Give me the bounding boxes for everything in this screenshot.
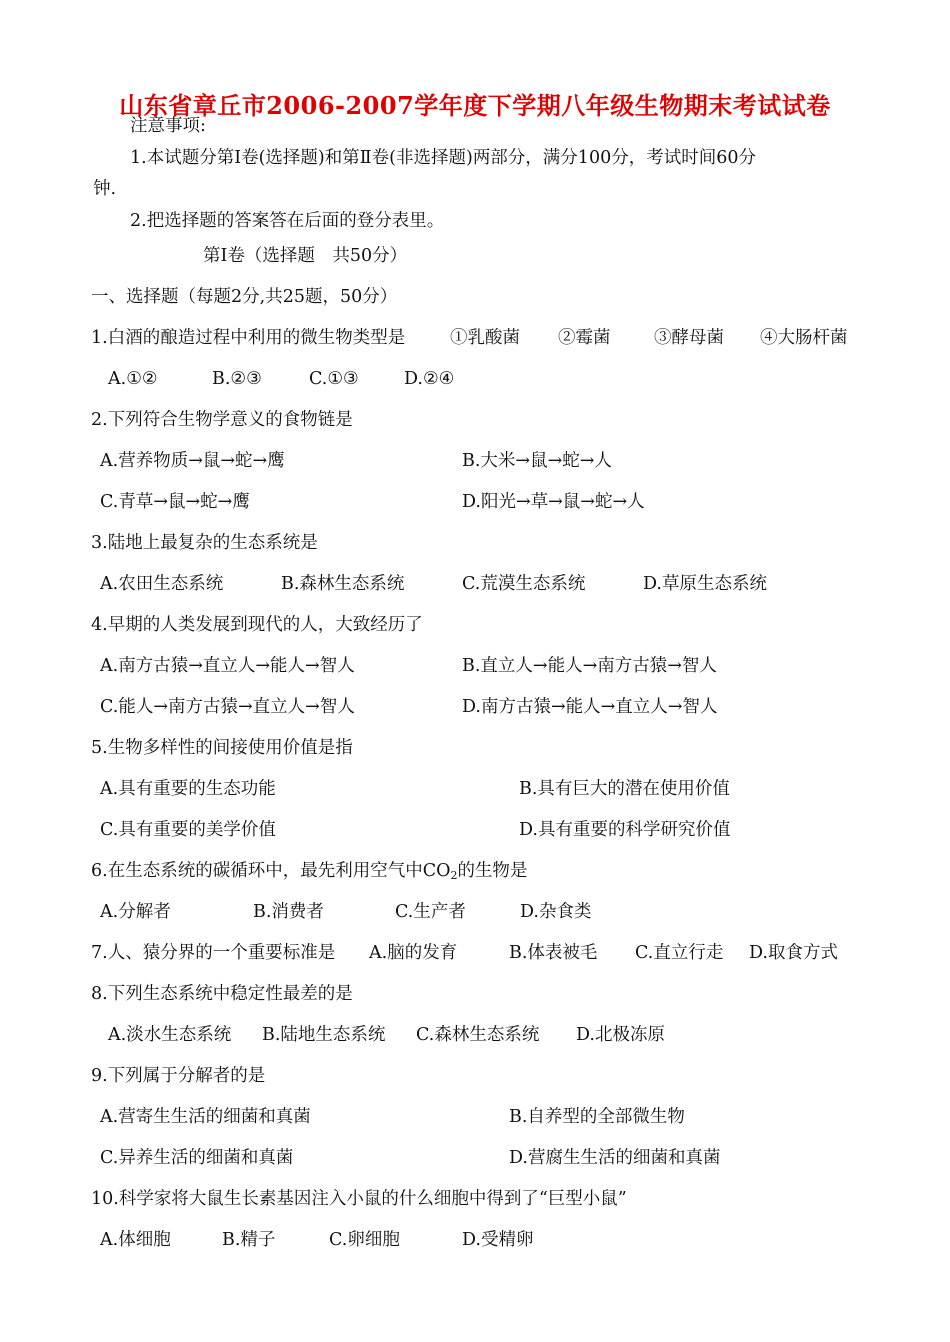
question-7-option-b: B.体表被毛	[509, 943, 598, 963]
question-2-stem: 2.下列符合生物学意义的食物链是	[91, 410, 353, 430]
question-6-stem-subscript: 2	[450, 869, 458, 882]
question-3-option-b: B.森林生态系统	[281, 574, 405, 594]
question-9-option-a: A.营寄生生活的细菌和真菌	[100, 1107, 311, 1127]
question-6-option-c: C.生产者	[395, 902, 466, 922]
question-9-option-d: D.营腐生生活的细菌和真菌	[509, 1148, 721, 1168]
question-5-option-d: D.具有重要的科学研究价值	[519, 820, 731, 840]
question-1-item-3: ③酵母菌	[654, 328, 724, 348]
question-7-option-a: A.脑的发育	[369, 943, 458, 963]
notice-item-2: 2.把选择题的答案答在后面的登分表里。	[130, 211, 445, 231]
question-1-option-b: B.②③	[212, 369, 262, 389]
question-8-option-b: B.陆地生态系统	[262, 1025, 386, 1045]
question-10-stem: 10.科学家将大鼠生长素基因注入小鼠的什么细胞中得到了“巨型小鼠”	[91, 1189, 627, 1209]
question-4-option-c: C.能人→南方古猿→直立人→智人	[100, 697, 355, 717]
part1-heading: 第Ⅰ卷（选择题 共50分）	[203, 246, 408, 266]
question-3-stem: 3.陆地上最复杂的生态系统是	[91, 533, 318, 553]
question-1-item-2: ②霉菌	[558, 328, 611, 348]
question-3-option-d: D.草原生态系统	[643, 574, 767, 594]
question-5-stem: 5.生物多样性的间接使用价值是指	[91, 738, 353, 758]
question-6-stem	[91, 859, 527, 888]
question-1-option-a: A.①②	[108, 369, 158, 389]
question-10-option-b: B.精子	[222, 1230, 276, 1250]
question-8-option-a: A.淡水生态系统	[108, 1025, 232, 1045]
notice-item-1-cont: 钟.	[93, 179, 117, 199]
question-2-option-a: A.营养物质→鼠→蛇→鹰	[100, 451, 285, 471]
question-1-stem: 1.白酒的酿造过程中利用的微生物类型是	[91, 328, 406, 348]
question-4-option-a: A.南方古猿→直立人→能人→智人	[100, 656, 355, 676]
question-6-stem-text: 6.在生态系统的碳循环中，最先利用空气中CO	[91, 861, 451, 881]
question-1-item-1: ①乳酸菌	[450, 328, 520, 348]
question-5-option-c: C.具有重要的美学价值	[100, 820, 276, 840]
exam-title: 山东省章丘市2006-2007学年度下学期八年级生物期末考试试卷	[119, 91, 831, 120]
question-10-option-d: D.受精卵	[462, 1230, 534, 1250]
question-2-option-c: C.青草→鼠→蛇→鹰	[100, 492, 250, 512]
question-9-option-c: C.异养生活的细菌和真菌	[100, 1148, 294, 1168]
question-7-option-c: C.直立行走	[635, 943, 724, 963]
question-1-item-4: ④大肠杆菌	[760, 328, 848, 348]
question-9-stem: 9.下列属于分解者的是	[91, 1066, 266, 1086]
question-7-option-d: D.取食方式	[749, 943, 838, 963]
notice-heading: 注意事项:	[130, 116, 206, 136]
question-8-option-d: D.北极冻原	[576, 1025, 665, 1045]
question-9-option-b: B.自养型的全部微生物	[509, 1107, 685, 1127]
question-7-stem: 7.人、猿分界的一个重要标准是	[91, 943, 336, 963]
question-5-option-a: A.具有重要的生态功能	[100, 779, 276, 799]
question-8-option-c: C.森林生态系统	[416, 1025, 540, 1045]
notice-item-1: 1.本试题分第Ⅰ卷(选择题)和第Ⅱ卷(非选择题)两部分，满分100分，考试时间60分	[130, 148, 756, 168]
question-10-option-a: A.体细胞	[100, 1230, 171, 1250]
question-6-option-b: B.消费者	[253, 902, 324, 922]
question-6-option-a: A.分解者	[100, 902, 171, 922]
question-3-option-c: C.荒漠生态系统	[462, 574, 586, 594]
question-1-option-c: C.①③	[309, 369, 359, 389]
question-6-stem-tail: 的生物是	[457, 861, 528, 881]
section1-heading: 一、选择题（每题2分,共25题，50分）	[91, 287, 398, 307]
question-8-stem: 8.下列生态系统中稳定性最差的是	[91, 984, 353, 1004]
question-4-option-b: B.直立人→能人→南方古猿→智人	[462, 656, 717, 676]
question-6-option-d: D.杂食类	[520, 902, 592, 922]
question-2-option-d: D.阳光→草→鼠→蛇→人	[462, 492, 645, 512]
question-3-option-a: A.农田生态系统	[100, 574, 224, 594]
question-5-option-b: B.具有巨大的潜在使用价值	[519, 779, 730, 799]
question-4-stem: 4.早期的人类发展到现代的人，大致经历了	[91, 615, 423, 635]
question-4-option-d: D.南方古猿→能人→直立人→智人	[462, 697, 718, 717]
question-2-option-b: B.大米→鼠→蛇→人	[462, 451, 612, 471]
question-10-option-c: C.卵细胞	[329, 1230, 400, 1250]
question-1-option-d: D.②④	[404, 369, 455, 389]
